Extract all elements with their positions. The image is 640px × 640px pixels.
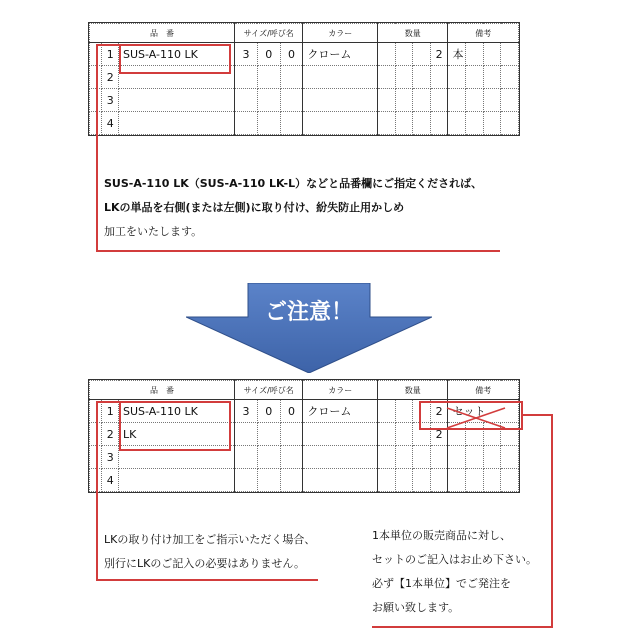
hinban-highlight-box [119, 401, 231, 451]
callout-line [96, 44, 98, 252]
table-row [90, 469, 519, 492]
header-note: 備考 [448, 24, 519, 43]
color-cell: クローム [303, 400, 378, 423]
qty-cell: 2 [430, 400, 448, 423]
callout-line [96, 401, 119, 403]
row-number: 4 [102, 469, 119, 492]
size-digit: 0 [257, 400, 280, 423]
note-line: セットのご記入はお止め下さい。 [372, 553, 537, 566]
qty-cell: 2 [430, 43, 448, 66]
cross-out-icon [425, 406, 517, 430]
size-digit: 0 [257, 43, 280, 66]
row-number: 2 [102, 66, 119, 89]
note-line: LKの取り付け加工をご指示いただく場合、 [104, 533, 316, 546]
hinban-cell: SUS-A-110 LK [119, 400, 235, 423]
row-number: 3 [102, 89, 119, 112]
header-color: カラー [303, 381, 378, 400]
size-digit: 3 [235, 43, 258, 66]
table-row [90, 89, 519, 112]
header-size: サイズ/呼び名 [235, 381, 303, 400]
order-form-top [88, 22, 520, 136]
row-number: 2 [102, 423, 119, 446]
note-line: 別行にLKのご記入の必要はありません。 [104, 557, 306, 570]
callout-line [96, 250, 500, 252]
color-cell: クローム [303, 43, 378, 66]
header-hinban: 品 番 [90, 24, 235, 43]
hinban-cell: LK [119, 423, 235, 446]
row-number: 1 [102, 400, 119, 423]
hinban-cell: SUS-A-110 LK [119, 43, 235, 66]
top-explanation [104, 172, 482, 244]
bottom-right-explanation [372, 524, 537, 620]
row-number: 3 [102, 446, 119, 469]
note-cell: 本 [448, 43, 466, 66]
note-line: 加工をいたします。 [104, 225, 203, 238]
header-hinban: 品 番 [90, 381, 235, 400]
size-digit: 3 [235, 400, 258, 423]
header-size: サイズ/呼び名 [235, 24, 303, 43]
size-digit: 0 [280, 400, 303, 423]
callout-line [523, 414, 553, 416]
size-digit: 0 [280, 43, 303, 66]
callout-line [96, 401, 98, 581]
callout-line [96, 579, 318, 581]
hinban-highlight-box [119, 44, 231, 74]
header-note: 備考 [448, 381, 519, 400]
callout-line [96, 44, 119, 46]
row-number: 1 [102, 43, 119, 66]
callout-line [372, 626, 553, 628]
table-row [90, 112, 519, 135]
note-line: 必ず【1本単位】でご発注を [372, 577, 511, 590]
note-line: SUS-A-110 LK（SUS-A-110 LK-L）などと品番欄にご指定くだされば、 [104, 177, 483, 190]
header-qty: 数量 [378, 24, 448, 43]
note-cell: セット [448, 400, 519, 423]
header-qty: 数量 [378, 381, 448, 400]
row-number: 4 [102, 112, 119, 135]
callout-line [551, 414, 553, 628]
header-color: カラー [303, 24, 378, 43]
note-line: お願い致します。 [372, 601, 460, 614]
caution-label: ご注意！ [264, 300, 353, 325]
qty-cell: 2 [430, 423, 448, 446]
note-line: LKの単品を右側(または左側)に取り付け、紛失防止用かしめ [104, 201, 405, 214]
note-line: 1本単位の販売商品に対し、 [372, 529, 511, 542]
bottom-left-explanation [104, 528, 315, 576]
